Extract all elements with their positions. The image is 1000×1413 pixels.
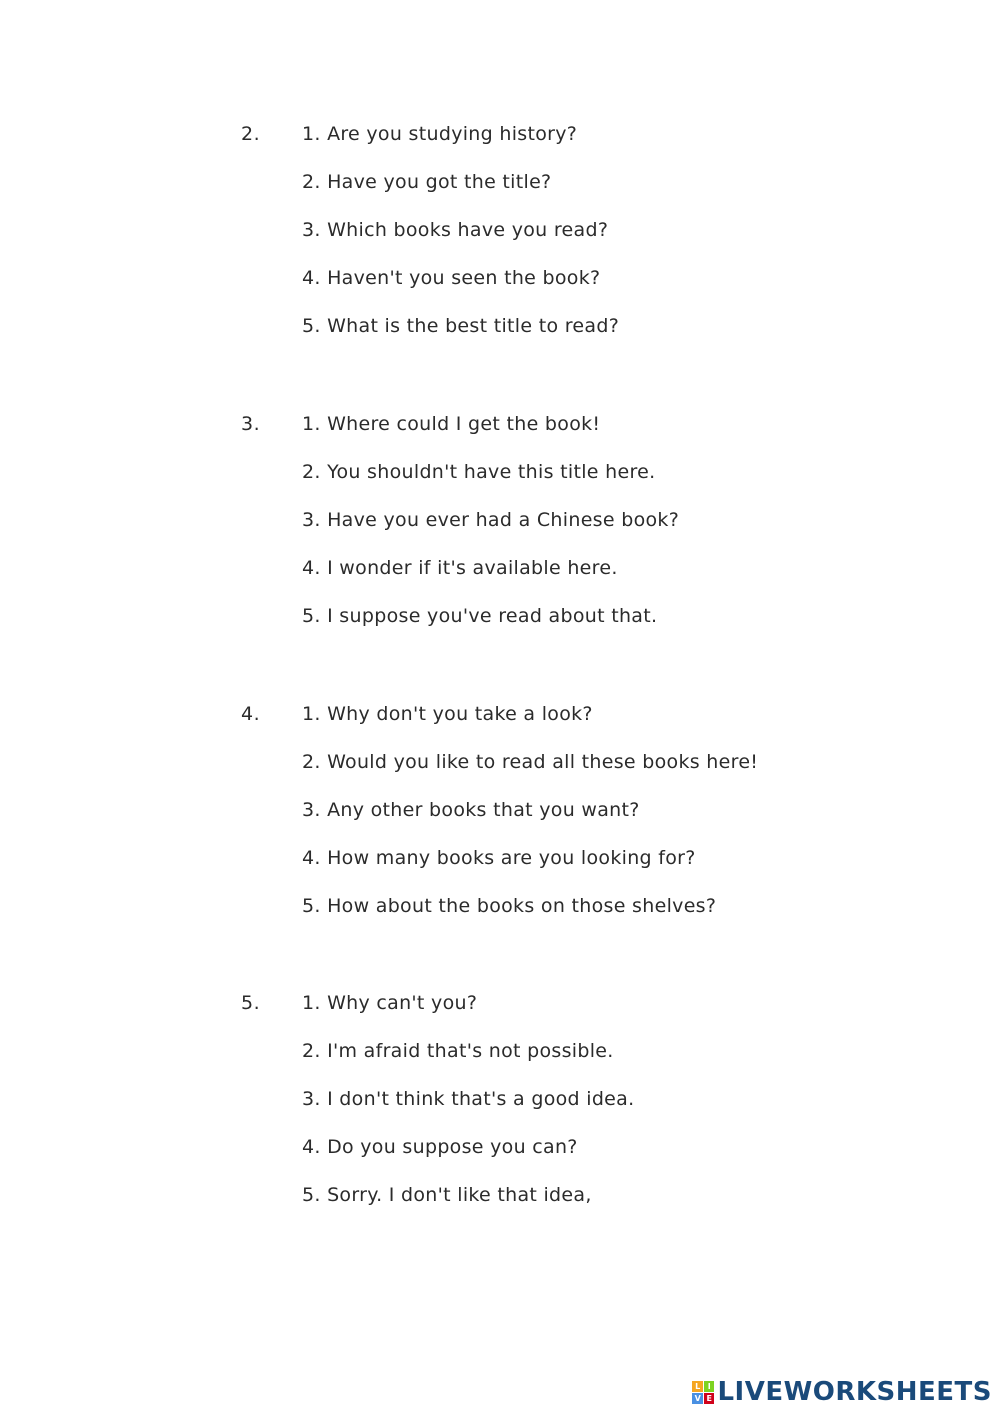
option-2[interactable]: 2. You shouldn't have this title here. xyxy=(302,461,656,483)
option-1[interactable]: 1. Why can't you? xyxy=(302,992,478,1014)
option-2[interactable]: 2. Would you like to read all these books here! xyxy=(302,751,759,773)
option-3[interactable]: 3. Which books have you read? xyxy=(302,219,609,241)
option-4[interactable]: 4. Do you suppose you can? xyxy=(302,1136,578,1158)
question-number: 5. xyxy=(241,992,261,1014)
option-5[interactable]: 5. What is the best title to read? xyxy=(302,315,620,337)
option-2[interactable]: 2. Have you got the title? xyxy=(302,171,552,193)
option-5[interactable]: 5. Sorry. I don't like that idea, xyxy=(302,1184,592,1206)
option-4[interactable]: 4. I wonder if it's available here. xyxy=(302,557,618,579)
option-2[interactable]: 2. I'm afraid that's not possible. xyxy=(302,1040,614,1062)
option-1[interactable]: 1. Are you studying history? xyxy=(302,123,578,145)
option-5[interactable]: 5. I suppose you've read about that. xyxy=(302,605,658,627)
option-3[interactable]: 3. Any other books that you want? xyxy=(302,799,640,821)
option-1[interactable]: 1. Where could I get the book! xyxy=(302,413,601,435)
question-number: 4. xyxy=(241,703,261,725)
option-4[interactable]: 4. How many books are you looking for? xyxy=(302,847,696,869)
brand-name: LIVEWORKSHEETS xyxy=(717,1377,992,1407)
option-1[interactable]: 1. Why don't you take a look? xyxy=(302,703,593,725)
logo-icon: L I V E xyxy=(692,1381,714,1403)
option-3[interactable]: 3. Have you ever had a Chinese book? xyxy=(302,509,680,531)
option-3[interactable]: 3. I don't think that's a good idea. xyxy=(302,1088,635,1110)
liveworksheets-logo xyxy=(692,1377,992,1407)
question-number: 2. xyxy=(241,123,261,145)
option-4[interactable]: 4. Haven't you seen the book? xyxy=(302,267,601,289)
question-number: 3. xyxy=(241,413,261,435)
option-5[interactable]: 5. How about the books on those shelves? xyxy=(302,895,717,917)
